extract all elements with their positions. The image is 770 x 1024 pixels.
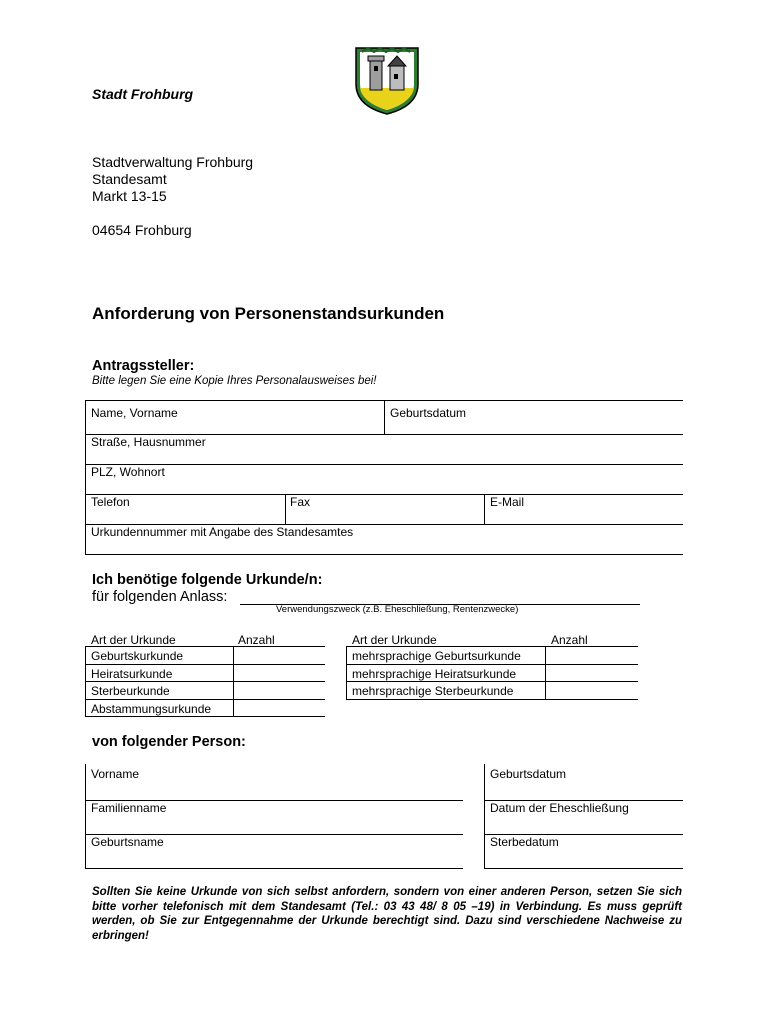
coat-of-arms-icon bbox=[352, 44, 422, 116]
phone-divider bbox=[285, 494, 286, 524]
phone-field-label[interactable]: Telefon bbox=[91, 495, 130, 509]
birthdate-field-label[interactable]: Geburtsdatum bbox=[390, 406, 467, 420]
row-line bbox=[85, 494, 683, 495]
right-table-divider bbox=[545, 646, 546, 699]
right-table-line bbox=[346, 681, 638, 682]
count-input-multi-birth[interactable] bbox=[548, 648, 636, 662]
fax-field-label[interactable]: Fax bbox=[290, 495, 311, 509]
request-heading: Ich benötige folgende Urkunde/n: bbox=[92, 572, 323, 588]
cert-birth-label: Geburtskurkunde bbox=[91, 649, 184, 663]
person-right-border bbox=[484, 764, 485, 868]
count-input-multi-marriage[interactable] bbox=[548, 666, 636, 680]
right-table-border bbox=[346, 646, 347, 699]
name-field-label[interactable]: Name, Vorname bbox=[91, 406, 178, 420]
address-city: 04654 Frohburg bbox=[92, 222, 192, 238]
left-col-type-header: Art der Urkunde bbox=[91, 633, 176, 647]
address-department: Standesamt bbox=[92, 171, 167, 187]
city-field-label[interactable]: PLZ, Wohnort bbox=[91, 465, 165, 479]
occasion-label: für folgenden Anlass: bbox=[92, 589, 228, 605]
address-office: Stadtverwaltung Frohburg bbox=[92, 154, 254, 170]
right-col-count-header: Anzahl bbox=[551, 633, 588, 647]
cert-descent-label: Abstammungsurkunde bbox=[91, 702, 212, 716]
left-table-divider bbox=[233, 646, 234, 716]
right-table-line bbox=[346, 646, 638, 647]
applicant-note: Bitte legen Sie eine Kopie Ihres Personalausweises bei! bbox=[92, 375, 377, 387]
street-field-label[interactable]: Straße, Hausnummer bbox=[91, 435, 206, 449]
birthname-line bbox=[85, 868, 463, 869]
cert-multi-death-label: mehrsprachige Sterbeurkunde bbox=[352, 684, 514, 698]
person-marriagedate-label[interactable]: Datum der Eheschließung bbox=[490, 801, 629, 815]
count-input-birth[interactable] bbox=[236, 648, 322, 662]
left-col-count-header: Anzahl bbox=[238, 633, 275, 647]
left-table-line bbox=[85, 681, 325, 682]
cert-multi-birth-label: mehrsprachige Geburtsurkunde bbox=[352, 649, 521, 663]
applicant-table-left bbox=[85, 400, 86, 554]
name-divider bbox=[384, 400, 385, 434]
right-table-line bbox=[346, 699, 638, 700]
count-input-death[interactable] bbox=[236, 683, 322, 697]
person-deathdate-label[interactable]: Sterbedatum bbox=[490, 835, 559, 849]
city-name: Stadt Frohburg bbox=[92, 86, 194, 102]
email-field-label[interactable]: E-Mail bbox=[490, 495, 525, 509]
person-left-border bbox=[85, 764, 86, 868]
person-birthdate-label[interactable]: Geburtsdatum bbox=[490, 767, 567, 781]
person-firstname-label[interactable]: Vorname bbox=[91, 767, 140, 781]
count-input-descent[interactable] bbox=[236, 701, 322, 715]
left-table-line bbox=[85, 716, 325, 717]
row-line bbox=[85, 554, 683, 555]
cert-death-label: Sterbeurkunde bbox=[91, 684, 170, 698]
right-table-line bbox=[346, 664, 638, 665]
left-table-line bbox=[85, 646, 325, 647]
right-col-type-header: Art der Urkunde bbox=[352, 633, 437, 647]
person-heading: von folgender Person: bbox=[92, 734, 246, 750]
certnumber-field-label[interactable]: Urkundennummer mit Angabe des Standesamtes bbox=[91, 525, 354, 539]
applicant-heading: Antragssteller: bbox=[92, 358, 195, 374]
count-input-marriage[interactable] bbox=[236, 666, 322, 680]
cert-multi-marriage-label: mehrsprachige Heiratsurkunde bbox=[352, 667, 517, 681]
cert-marriage-label: Heiratsurkunde bbox=[91, 667, 173, 681]
left-table-line bbox=[85, 664, 325, 665]
person-lastname-label[interactable]: Familienname bbox=[91, 801, 167, 815]
deathdate-line bbox=[484, 868, 683, 869]
purpose-hint: Verwendungszweck (z.B. Eheschließung, Rentenzwecke) bbox=[276, 604, 519, 615]
address-street: Markt 13-15 bbox=[92, 188, 167, 204]
count-input-multi-death[interactable] bbox=[548, 683, 636, 697]
person-birthname-label[interactable]: Geburtsname bbox=[91, 835, 164, 849]
footer-note: Sollten Sie keine Urkunde von sich selbst anfordern, sondern von einer anderen Person, setzen Sie sich bitte vorher telefonisch mit dem Standesamt (Tel.: 03 43 48/ 8 05 –19) in Verbindung. Es muss geprüft werden, ob Sie zur Entgegennahme der Urkunde berechtigt sind. Dazu sind verschiedene Nachweise zu erbringen! bbox=[92, 886, 682, 942]
row-line bbox=[85, 464, 683, 465]
fax-divider bbox=[484, 494, 485, 524]
left-table-line bbox=[85, 699, 325, 700]
left-table-border bbox=[85, 646, 86, 716]
form-title: Anforderung von Personenstandsurkunden bbox=[92, 304, 445, 323]
